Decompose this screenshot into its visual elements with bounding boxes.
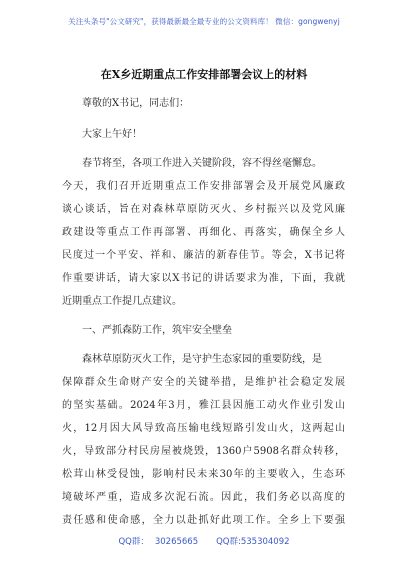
paragraph-line: 境破坏严重，造成多次泥石流。因此，我们务必以高度的	[62, 492, 345, 503]
qq-group-label: QQ群：	[118, 537, 149, 547]
paragraph-line: 政建设等重点工作再部署、再细化、再落实，确保全乡人	[62, 227, 345, 238]
paragraph-line: 责任感和使命感，全力以赴抓好此项工作。全乡上下要强	[62, 515, 345, 526]
paragraph-line: 火，12月因大风导致高压输电线短路引发山火，这两起山	[62, 423, 345, 434]
paragraph-line: 民度过一个平安、祥和、廉洁的新春佳节。等会，X书记将	[62, 250, 345, 261]
section-heading: 一、严抓森防工作，筑牢安全壁垒	[82, 325, 232, 336]
paragraph-line: 森林草原防灭火工作，是守护生态家园的重要防线，是	[82, 354, 322, 365]
paragraph-line: 近期重点工作提几点建议。	[62, 296, 182, 307]
paragraph-line: 谈心谈话，旨在对森林草原防灭火、乡村振兴以及党风廉	[62, 204, 345, 215]
document-title: 在X乡近期重点工作安排部署会议上的材料	[100, 68, 308, 81]
paragraph-line: 松茸山林受侵蚀，影响村民未来30年的主要收入，生态环	[62, 469, 345, 480]
paragraph-line: 作重要讲话，请大家以X书记的讲话要求为准，下面，我就	[62, 273, 345, 284]
paragraph-line: 保障群众生命财产安全的关键举措，是维护社会稳定发展	[62, 377, 345, 388]
greeting: 大家上午好！	[82, 129, 142, 140]
qq-group-number: 535304092	[240, 537, 290, 547]
salutation: 尊敬的X书记，同志们：	[82, 98, 190, 109]
paragraph-line: 今天，我们召开近期重点工作安排部署会及开展党风廉政	[62, 181, 345, 192]
paragraph-line: 春节将至，各项工作进入关键阶段，容不得丝毫懈怠。	[82, 158, 322, 169]
qq-group-number: 30265665	[154, 537, 199, 547]
paragraph-line: 的坚实基础。2024年3月，雅江县因施工动火作业引发山	[62, 400, 345, 411]
footer-contact	[0, 535, 408, 547]
qq-group-label: QQ群:	[216, 537, 241, 547]
paragraph-line: 火，导致部分村民房屋被烧毁，1360户5908名群众转移，	[62, 446, 345, 457]
header-banner: 关注头条号"公文研究"，获得最新最全最专业的公文资料库！ 微信：gongwenyj	[68, 17, 340, 26]
